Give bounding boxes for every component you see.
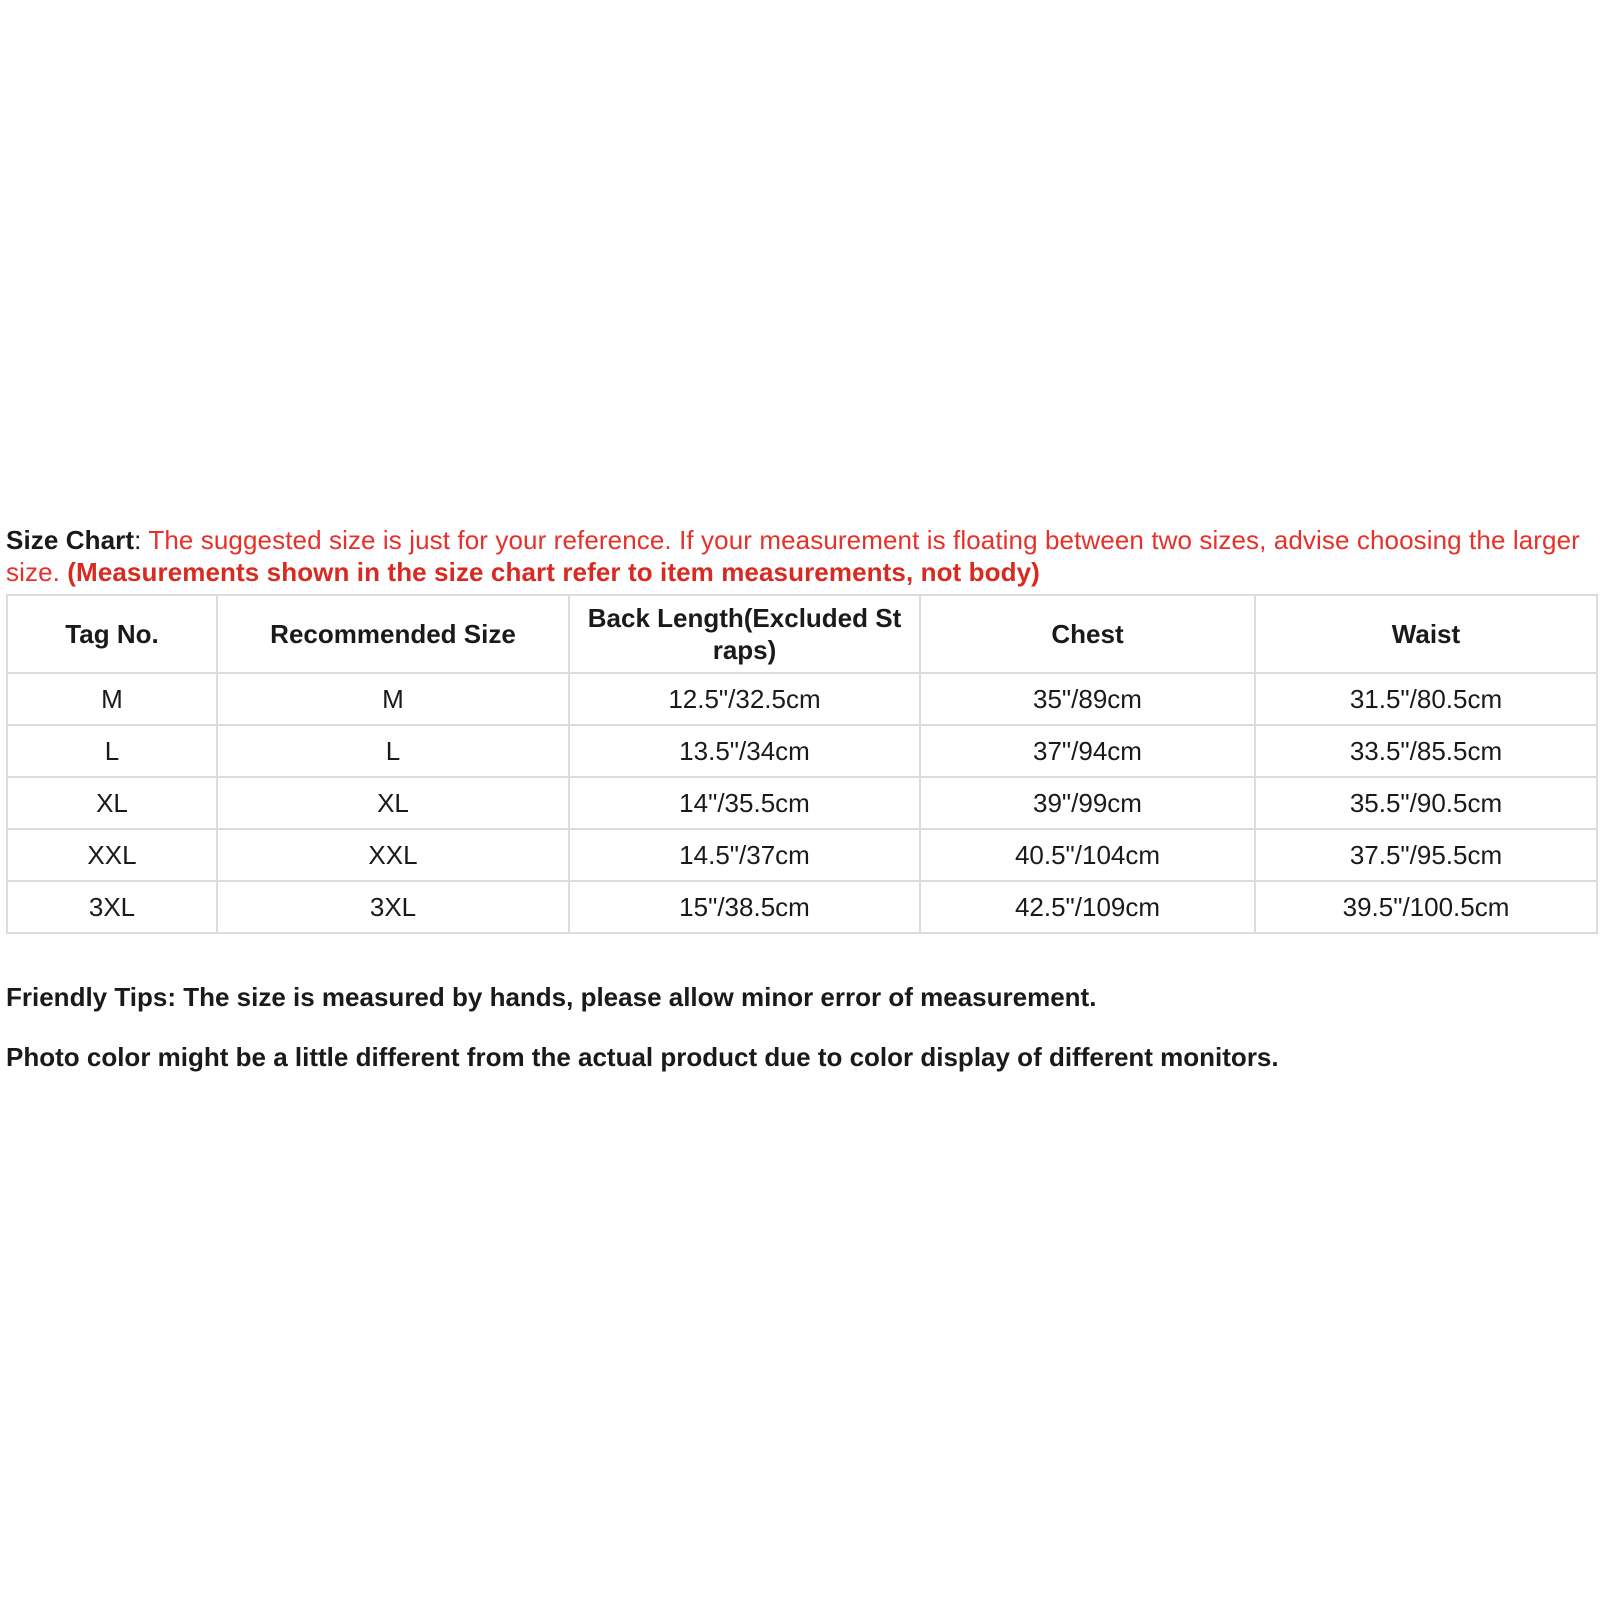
size-table-header [7, 595, 1597, 673]
photo-color-note: Photo color might be a little different from the actual product due to color display of different monitors. [6, 1042, 1279, 1072]
header-row [7, 595, 1597, 673]
cell-tag-no: 3XL [7, 881, 217, 933]
cell-tag-no: L [7, 725, 217, 777]
cell-tag-no: XL [7, 777, 217, 829]
cell-chest: 37"/94cm [920, 725, 1255, 777]
cell-chest: 40.5"/104cm [920, 829, 1255, 881]
cell-back-length: 15"/38.5cm [569, 881, 920, 933]
header-recommended-size: Recommended Size [217, 595, 569, 673]
cell-recommended-size: L [217, 725, 569, 777]
cell-waist: 33.5"/85.5cm [1255, 725, 1597, 777]
header-back-length: Back Length(Excluded St raps) [569, 595, 920, 673]
size-table [6, 594, 1598, 934]
cell-tag-no: XXL [7, 829, 217, 881]
cell-chest: 39"/99cm [920, 777, 1255, 829]
table-row [7, 673, 1597, 725]
size-reference-note: The suggested size is just for your reference. If your measurement is floating between two sizes, advise choosing the larger size. [6, 525, 1580, 587]
cell-waist: 39.5"/100.5cm [1255, 881, 1597, 933]
cell-waist: 37.5"/95.5cm [1255, 829, 1597, 881]
cell-recommended-size: 3XL [217, 881, 569, 933]
size-chart-label: Size Chart [6, 525, 135, 555]
measurement-disclaimer: (Measurements shown in the size chart refer to item measurements, not body) [67, 557, 1040, 587]
header-tag-no: Tag No. [7, 595, 217, 673]
size-chart-intro [6, 524, 1594, 588]
cell-chest: 42.5"/109cm [920, 881, 1255, 933]
cell-recommended-size: XL [217, 777, 569, 829]
cell-waist: 31.5"/80.5cm [1255, 673, 1597, 725]
cell-back-length: 12.5"/32.5cm [569, 673, 920, 725]
cell-chest: 35"/89cm [920, 673, 1255, 725]
table-row [7, 881, 1597, 933]
cell-recommended-size: XXL [217, 829, 569, 881]
cell-back-length: 14.5"/37cm [569, 829, 920, 881]
table-row [7, 777, 1597, 829]
table-row [7, 829, 1597, 881]
friendly-tips: Friendly Tips: The size is measured by hands, please allow minor error of measurement. [6, 982, 1097, 1012]
cell-tag-no: M [7, 673, 217, 725]
header-chest: Chest [920, 595, 1255, 673]
cell-back-length: 14"/35.5cm [569, 777, 920, 829]
cell-back-length: 13.5"/34cm [569, 725, 920, 777]
header-waist: Waist [1255, 595, 1597, 673]
cell-recommended-size: M [217, 673, 569, 725]
size-table-body [7, 673, 1597, 933]
cell-waist: 35.5"/90.5cm [1255, 777, 1597, 829]
table-row [7, 725, 1597, 777]
size-chart-colon: : [134, 525, 149, 555]
